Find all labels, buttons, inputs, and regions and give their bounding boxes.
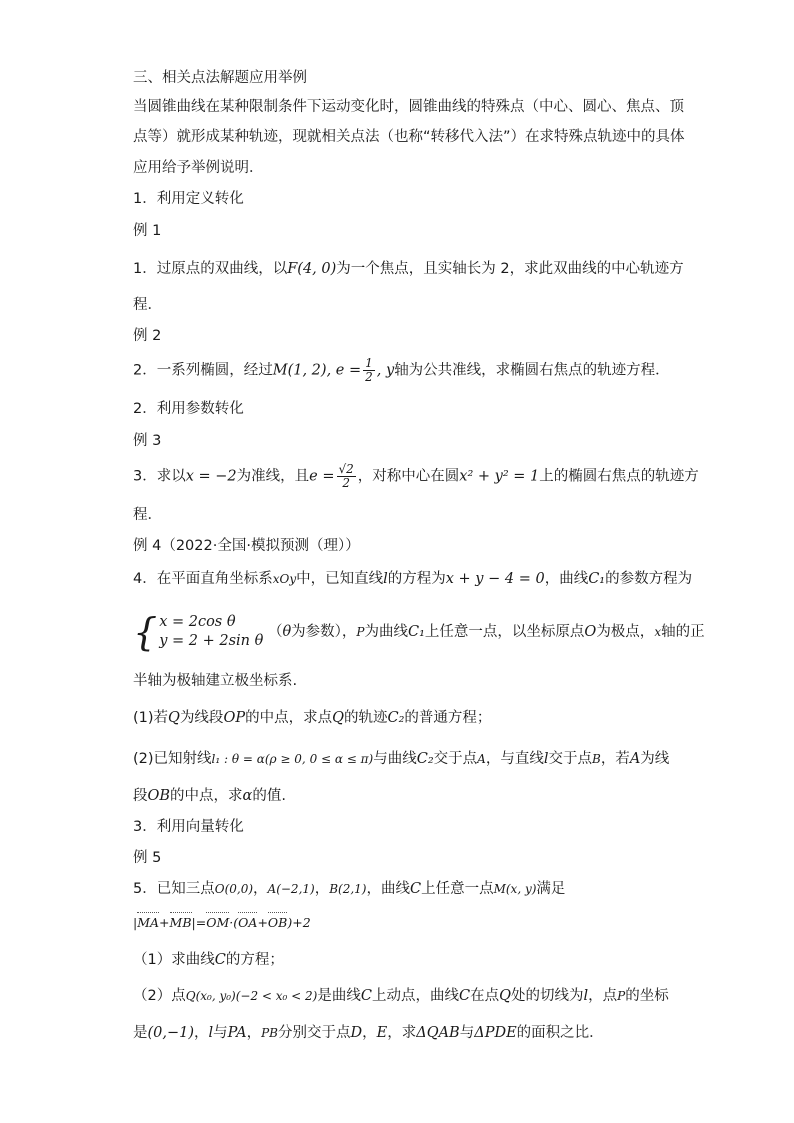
problem-4-line-2 bbox=[133, 610, 705, 654]
operator: + bbox=[257, 915, 268, 930]
problem-5-q2-line-1 bbox=[133, 986, 669, 1006]
text: 段 bbox=[133, 788, 148, 804]
math-expr: OB bbox=[147, 788, 171, 804]
text: ， bbox=[314, 881, 330, 897]
text: 的值. bbox=[252, 788, 286, 804]
math-expr: e = bbox=[309, 468, 335, 485]
math-expr: C bbox=[409, 881, 422, 897]
text: 的中点，求 bbox=[170, 788, 243, 804]
text: 的轨迹 bbox=[343, 710, 388, 726]
text: 的方程为 bbox=[387, 571, 446, 587]
text: 分别交于点 bbox=[277, 1025, 351, 1041]
vector-oa: OA bbox=[238, 913, 257, 933]
paren: ( bbox=[233, 915, 239, 930]
math-expr: , y bbox=[376, 362, 395, 379]
text: ， bbox=[253, 881, 268, 897]
text: 5．已知三点 bbox=[133, 881, 215, 897]
abs-bar: | bbox=[191, 915, 196, 930]
math-expr: P bbox=[356, 625, 365, 639]
fraction bbox=[337, 463, 356, 490]
math-expr: θ bbox=[282, 624, 292, 640]
problem-5-q1 bbox=[133, 950, 284, 970]
text: 满足 bbox=[536, 881, 566, 897]
math-expr: x bbox=[654, 625, 662, 639]
text: 为极点， bbox=[596, 624, 655, 640]
text: ，求 bbox=[387, 1025, 417, 1041]
text: ，点 bbox=[588, 988, 618, 1004]
math-expr: C₁ bbox=[408, 624, 425, 640]
problem-3-line-2: 程． bbox=[133, 507, 162, 523]
math-expr: O(0,0) bbox=[214, 882, 254, 896]
text: 为曲线 bbox=[364, 624, 408, 640]
math-expr: C bbox=[360, 988, 372, 1004]
problem-4-q2-line-1 bbox=[133, 749, 669, 769]
math-expr: +2 bbox=[292, 915, 311, 930]
math-expr: PA bbox=[227, 1025, 247, 1041]
text: 轴的正 bbox=[661, 624, 705, 640]
intro-line-2: 点等）就形成某种轨迹，现就相关点法（也称“转移代入法”）在求特殊点轨迹中的具体 bbox=[133, 129, 685, 145]
method-1-heading: 1．利用定义转化 bbox=[133, 191, 244, 207]
vector-ob: OB bbox=[268, 913, 287, 933]
fraction-numerator: 1 bbox=[365, 356, 373, 370]
text: ， bbox=[246, 1025, 262, 1041]
text: ， bbox=[194, 1025, 209, 1041]
problem-4-q2-line-2 bbox=[133, 786, 286, 806]
problem-5-q2-line-2 bbox=[133, 1023, 604, 1043]
intro-line-1: 当圆锥曲线在某种限制条件下运动变化时，圆锥曲线的特殊点（中心、圆心、焦点、顶 bbox=[133, 99, 684, 115]
problem-4-line-1 bbox=[133, 569, 692, 589]
text: 为参数）， bbox=[291, 624, 357, 640]
fraction-denominator: 2 bbox=[365, 370, 373, 384]
text: 为准线，且 bbox=[236, 468, 310, 485]
math-expr: Q bbox=[168, 710, 180, 726]
problem-1-line-2: 程． bbox=[133, 297, 162, 313]
problem-2-line-1 bbox=[133, 357, 670, 384]
math-expr: PB bbox=[261, 1026, 278, 1040]
math-expr: x + y − 4 = 0 bbox=[445, 571, 545, 587]
math-expr: Q bbox=[499, 988, 511, 1004]
math-expr: C₂ bbox=[387, 710, 405, 726]
text: 的方程； bbox=[225, 952, 284, 968]
text: 是 bbox=[133, 1025, 148, 1041]
math-expr: B bbox=[591, 752, 601, 766]
problem-4-line-3: 半轴为极轴建立极坐标系. bbox=[133, 673, 298, 689]
math-expr: B(2,1) bbox=[329, 882, 367, 896]
text: 上任意一点 bbox=[421, 881, 494, 897]
operator: + bbox=[159, 915, 170, 930]
text: 在点 bbox=[470, 988, 500, 1004]
example-5-label: 例 5 bbox=[133, 850, 162, 866]
text: (2)已知射线 bbox=[133, 751, 212, 767]
math-expr: l bbox=[583, 988, 589, 1004]
math-expr: l bbox=[543, 751, 549, 767]
text: 上任意一点，以坐标原点 bbox=[424, 624, 585, 640]
math-expr: l bbox=[208, 1025, 214, 1041]
text: 处的切线为 bbox=[510, 988, 584, 1004]
math-expr: xOy bbox=[272, 572, 297, 586]
text: 的面积之比． bbox=[516, 1025, 604, 1041]
text: (1)若 bbox=[133, 710, 169, 726]
example-2-label: 例 2 bbox=[133, 328, 162, 344]
fraction bbox=[363, 357, 375, 384]
text: 1．过原点的双曲线，以 bbox=[133, 261, 288, 277]
method-3-heading: 3．利用向量转化 bbox=[133, 819, 244, 835]
math-expr: ΔPDE bbox=[474, 1025, 517, 1041]
text: ，曲线 bbox=[544, 571, 589, 587]
text: 为线段 bbox=[179, 710, 224, 726]
math-expr: Q(x₀, y₀)(−2 < x₀ < 2) bbox=[185, 989, 318, 1003]
text: ，曲线 bbox=[366, 881, 410, 897]
operator: = bbox=[195, 915, 207, 930]
text: 是曲线 bbox=[317, 988, 361, 1004]
text: 轴为公共准线，求椭圆右焦点的轨迹方程． bbox=[394, 362, 670, 379]
text: 上动点，曲线 bbox=[371, 988, 459, 1004]
math-expr: D bbox=[350, 1025, 363, 1041]
text: （ bbox=[267, 624, 283, 640]
math-expr: l bbox=[383, 571, 388, 587]
math-expr: C bbox=[214, 952, 226, 968]
math-expr: C bbox=[458, 988, 471, 1004]
paren: ) bbox=[287, 915, 293, 930]
vector-mb: MB bbox=[170, 913, 192, 933]
math-expr: x = −2 bbox=[185, 468, 237, 485]
text: 2．一系列椭圆，经过 bbox=[133, 362, 273, 379]
math-expr: M(1, 2), e = bbox=[272, 362, 362, 379]
math-expr: O bbox=[584, 624, 597, 640]
text: 的参数方程为 bbox=[605, 571, 693, 587]
operator: · bbox=[229, 915, 234, 930]
math-expr: C₁ bbox=[588, 571, 606, 587]
math-expr: l₁ : θ = α(ρ ≥ 0, 0 ≤ α ≤ π) bbox=[211, 752, 374, 766]
fraction-numerator: √2 bbox=[338, 462, 354, 476]
problem-4-q1 bbox=[133, 708, 491, 728]
text: 交于点 bbox=[433, 751, 478, 767]
math-expr: ΔQAB bbox=[416, 1025, 460, 1041]
text: ， bbox=[362, 1025, 377, 1041]
example-1-label: 例 1 bbox=[133, 223, 162, 239]
text: ，与直线 bbox=[485, 751, 544, 767]
vector-ma: MA bbox=[137, 913, 159, 933]
section-title: 三、相关点法解题应用举例 bbox=[133, 70, 307, 86]
text: 中，已知直线 bbox=[296, 571, 384, 587]
example-3-label: 例 3 bbox=[133, 433, 162, 449]
text: （2）点 bbox=[133, 988, 186, 1004]
text: 的普通方程； bbox=[404, 710, 492, 726]
text: 上的椭圆右焦点的轨迹方 bbox=[539, 468, 699, 485]
math-expr: F(4, 0) bbox=[287, 261, 337, 277]
system-row-2: y = 2 + 2sin θ bbox=[159, 633, 264, 649]
math-expr: A bbox=[477, 752, 486, 766]
intro-line-3: 应用给予举例说明． bbox=[133, 160, 264, 176]
text: 与 bbox=[213, 1025, 228, 1041]
text: 的中点，求点 bbox=[245, 710, 333, 726]
math-expr: C₂ bbox=[416, 751, 434, 767]
math-expr: Q bbox=[332, 710, 344, 726]
problem-3-line-1 bbox=[133, 463, 699, 490]
math-expr: P bbox=[617, 989, 626, 1003]
text: 为线 bbox=[640, 751, 670, 767]
text: 为一个焦点，且实轴长为 2，求此双曲线的中心轨迹方 bbox=[336, 261, 684, 277]
system-row-1: x = 2cos θ bbox=[159, 614, 236, 630]
fraction-denominator: 2 bbox=[342, 476, 350, 490]
parametric-system bbox=[133, 610, 264, 654]
vector-om: OM bbox=[206, 913, 229, 933]
text: 3．求以 bbox=[133, 468, 186, 485]
text: 与 bbox=[459, 1025, 475, 1041]
problem-5-line-1 bbox=[133, 879, 565, 899]
text: （1）求曲线 bbox=[133, 952, 215, 968]
text: ，对称中心在圆 bbox=[357, 468, 460, 485]
math-expr: OP bbox=[223, 710, 246, 726]
math-expr: (0,−1) bbox=[147, 1025, 195, 1041]
abs-bar: | bbox=[133, 915, 138, 930]
left-brace: { bbox=[133, 610, 158, 654]
math-expr: E bbox=[376, 1025, 388, 1041]
text: 交于点 bbox=[548, 751, 592, 767]
math-expr: A(−2,1) bbox=[267, 882, 315, 896]
text: 与曲线 bbox=[373, 751, 417, 767]
example-4-label: 例 4（2022·全国·模拟预测（理）） bbox=[133, 538, 360, 554]
math-expr: α bbox=[242, 788, 253, 804]
text: 4．在平面直角坐标系 bbox=[133, 571, 273, 587]
text: 的坐标 bbox=[625, 988, 669, 1004]
vector-condition bbox=[133, 913, 311, 933]
text: ，若 bbox=[600, 751, 630, 767]
problem-1-line-1 bbox=[133, 259, 684, 279]
math-expr: M(x, y) bbox=[493, 882, 537, 896]
math-expr: x² + y² = 1 bbox=[459, 468, 540, 485]
math-expr: A bbox=[629, 751, 641, 767]
method-2-heading: 2．利用参数转化 bbox=[133, 401, 244, 417]
